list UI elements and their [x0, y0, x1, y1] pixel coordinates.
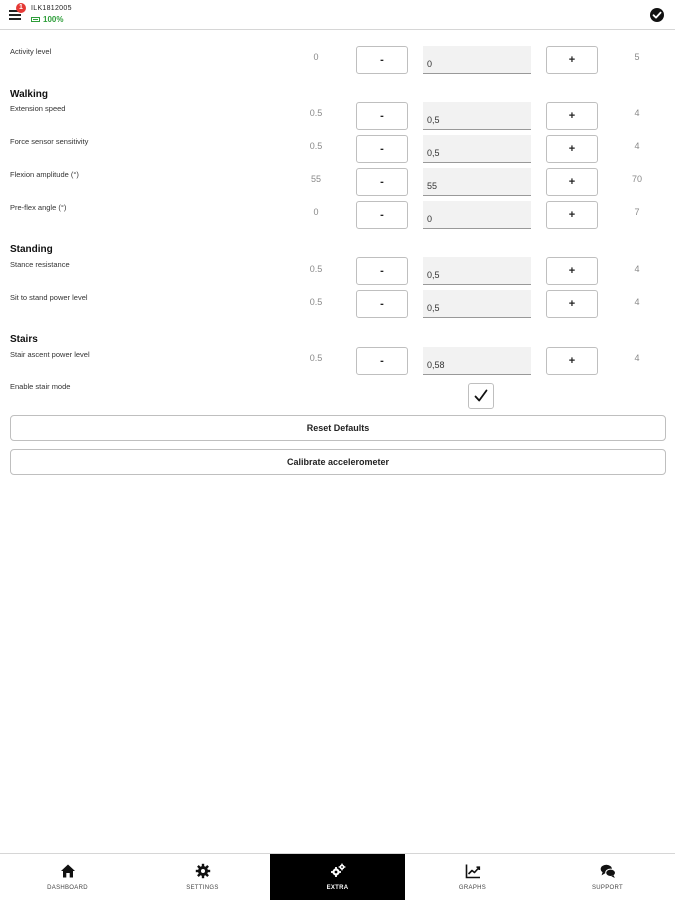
- nav-settings-label: SETTINGS: [186, 885, 219, 891]
- force-sensor-sensitivity-increment-button[interactable]: +: [546, 135, 598, 163]
- stance-resistance-label: Stance resistance: [10, 260, 70, 269]
- gears-icon: [330, 863, 346, 879]
- flexion-amplitude-max: 70: [631, 174, 642, 184]
- stair-ascent-min: 0.5: [309, 353, 323, 363]
- nav-graphs[interactable]: [405, 854, 540, 900]
- stance-resistance-max: 4: [634, 264, 640, 274]
- nav-support[interactable]: [540, 854, 675, 900]
- chart-icon: [465, 863, 481, 879]
- bottom-nav: [0, 853, 675, 900]
- stairs-heading: Stairs: [10, 334, 38, 345]
- battery-level: 100%: [43, 15, 64, 24]
- pre-flex-angle-max: 7: [634, 207, 640, 217]
- stair-ascent-increment-button[interactable]: +: [546, 347, 598, 375]
- nav-extra[interactable]: [270, 854, 405, 900]
- stair-ascent-decrement-button[interactable]: -: [356, 347, 408, 375]
- sit-to-stand-label: Sit to stand power level: [10, 293, 88, 302]
- stair-ascent-max: 4: [634, 353, 640, 363]
- flexion-amplitude-label: Flexion amplitude (°): [10, 170, 79, 179]
- reset-defaults-button[interactable]: Reset Defaults: [10, 415, 666, 441]
- activity-level-max: 5: [634, 52, 640, 62]
- force-sensor-sensitivity-min: 0.5: [309, 141, 323, 151]
- pre-flex-angle-decrement-button[interactable]: -: [356, 201, 408, 229]
- standing-heading: Standing: [10, 244, 53, 255]
- flexion-amplitude-input[interactable]: [423, 168, 531, 196]
- force-sensor-sensitivity-input[interactable]: [423, 135, 531, 163]
- battery-status: [31, 15, 63, 24]
- pre-flex-angle-label: Pre-flex angle (°): [10, 203, 67, 212]
- flexion-amplitude-decrement-button[interactable]: -: [356, 168, 408, 196]
- force-sensor-sensitivity-label: Force sensor sensitivity: [10, 137, 89, 146]
- chat-icon: [600, 863, 616, 879]
- walking-heading: Walking: [10, 89, 48, 100]
- calibrate-accelerometer-button[interactable]: Calibrate accelerometer: [10, 449, 666, 475]
- stair-ascent-label: Stair ascent power level: [10, 350, 90, 359]
- stance-resistance-min: 0.5: [309, 264, 323, 274]
- extension-speed-decrement-button[interactable]: -: [356, 102, 408, 130]
- device-id: ILK1812005: [31, 5, 72, 12]
- stance-resistance-increment-button[interactable]: +: [546, 257, 598, 285]
- stair-mode-label: Enable stair mode: [10, 382, 71, 391]
- pre-flex-angle-input[interactable]: [423, 201, 531, 229]
- extension-speed-max: 4: [634, 108, 640, 118]
- stance-resistance-input[interactable]: [423, 257, 531, 285]
- nav-extra-label: EXTRA: [326, 885, 349, 891]
- activity-level-input[interactable]: [423, 46, 531, 74]
- sit-to-stand-decrement-button[interactable]: -: [356, 290, 408, 318]
- activity-level-min: 0: [313, 52, 319, 62]
- extension-speed-min: 0.5: [309, 108, 323, 118]
- app-header: [0, 0, 675, 30]
- stair-mode-checkbox[interactable]: [468, 383, 494, 409]
- sit-to-stand-min: 0.5: [309, 297, 323, 307]
- connected-check-icon[interactable]: [650, 8, 664, 22]
- nav-graphs-label: GRAPHS: [458, 885, 487, 891]
- force-sensor-sensitivity-decrement-button[interactable]: -: [356, 135, 408, 163]
- gear-icon: [195, 863, 211, 879]
- nav-support-label: SUPPORT: [592, 885, 623, 891]
- sit-to-stand-increment-button[interactable]: +: [546, 290, 598, 318]
- sit-to-stand-max: 4: [634, 297, 640, 307]
- pre-flex-angle-min: 0: [313, 207, 319, 217]
- nav-dashboard-label: DASHBOARD: [47, 885, 88, 891]
- activity-level-label: Activity level: [10, 47, 52, 56]
- stance-resistance-decrement-button[interactable]: -: [356, 257, 408, 285]
- extension-speed-input[interactable]: [423, 102, 531, 130]
- activity-level-decrement-button[interactable]: -: [356, 46, 408, 74]
- flexion-amplitude-min: 55: [310, 174, 321, 184]
- notification-badge: 1: [16, 3, 26, 13]
- extension-speed-label: Extension speed: [10, 104, 66, 113]
- nav-settings[interactable]: [135, 854, 270, 900]
- battery-icon: [31, 17, 40, 22]
- stair-ascent-input[interactable]: [423, 347, 531, 375]
- extension-speed-increment-button[interactable]: +: [546, 102, 598, 130]
- checkmark-icon: [473, 388, 489, 404]
- sit-to-stand-input[interactable]: [423, 290, 531, 318]
- home-icon: [60, 863, 76, 879]
- activity-level-increment-button[interactable]: +: [546, 46, 598, 74]
- force-sensor-sensitivity-max: 4: [634, 141, 640, 151]
- nav-dashboard[interactable]: [0, 854, 135, 900]
- flexion-amplitude-increment-button[interactable]: +: [546, 168, 598, 196]
- pre-flex-angle-increment-button[interactable]: +: [546, 201, 598, 229]
